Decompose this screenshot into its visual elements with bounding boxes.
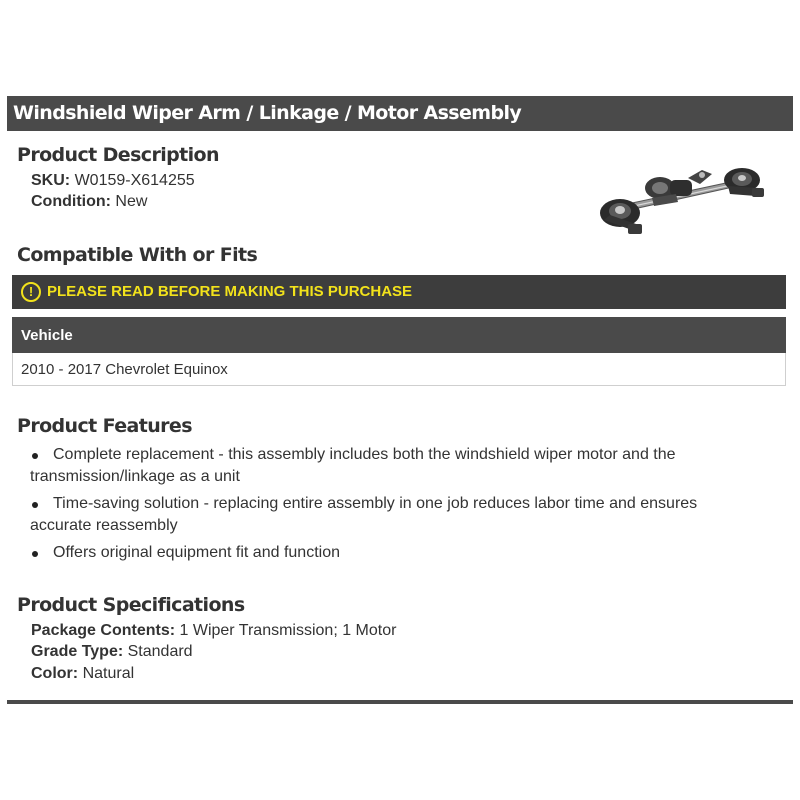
bottom-divider [7,700,793,704]
bullet-icon [32,551,38,557]
grade-type-row [31,643,193,661]
color-value: Natural [82,665,135,682]
wiper-motor-assembly-image [590,158,780,244]
vehicle-column-header: Vehicle [13,318,786,353]
bullet-icon [32,453,38,459]
table-row [13,353,786,386]
page-title: Windshield Wiper Arm / Linkage / Motor Assembly [7,96,793,131]
grade-type-label: Grade Type: [31,643,124,660]
vehicle-fitment-table [12,317,786,386]
warning-text: PLEASE READ BEFORE MAKING THIS PURCHASE [47,283,413,300]
list-item [30,493,760,537]
color-label: Color: [31,665,79,682]
product-specifications-heading: Product Specifications [17,594,245,616]
grade-type-value: Standard [127,643,193,660]
feature-text: Offers original equipment fit and function [53,544,340,561]
sku-row [31,172,195,190]
condition-value: New [115,193,148,210]
product-description-heading: Product Description [17,144,219,166]
condition-label: Condition: [31,193,111,210]
package-contents-row [31,622,396,640]
list-item [30,444,760,488]
feature-text: Complete replacement - this assembly includes both the windshield wiper motor and the transmission/linkage as a unit [30,446,676,485]
package-contents-label: Package Contents: [31,622,176,639]
product-features-heading: Product Features [17,415,192,437]
list-item [30,542,760,564]
bullet-icon [32,502,38,508]
sku-value: W0159-X614255 [74,172,195,189]
purchase-warning-banner [12,275,786,309]
sku-label: SKU: [31,172,71,189]
color-row [31,665,134,683]
condition-row [31,193,147,211]
features-list [30,444,760,569]
vehicle-cell: 2010 - 2017 Chevrolet Equinox [13,353,786,386]
table-header-row [13,318,786,353]
compatibility-heading: Compatible With or Fits [17,244,258,266]
feature-text: Time-saving solution - replacing entire assembly in one job reduces labor time and ensures accurate reassembly [30,495,698,534]
package-contents-value: 1 Wiper Transmission; 1 Motor [179,622,397,639]
exclamation-icon: ! [21,282,41,302]
